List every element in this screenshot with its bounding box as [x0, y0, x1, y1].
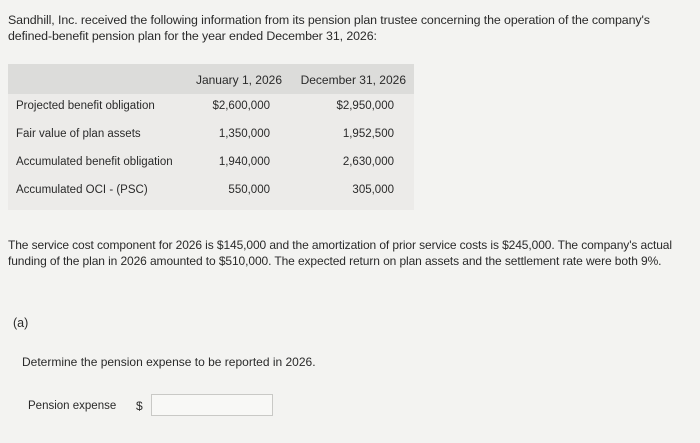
table-row: [8, 122, 414, 150]
part-label: (a): [13, 316, 29, 330]
row-label: Projected benefit obligation: [16, 100, 155, 112]
row-jan-value: $2,600,000: [212, 100, 270, 112]
question-text: Determine the pension expense to be reported in 2026.: [22, 355, 316, 369]
table-row: [8, 150, 414, 178]
row-dec-value: $2,950,000: [336, 100, 394, 112]
table-header: [8, 64, 414, 94]
row-label: Accumulated benefit obligation: [16, 156, 173, 168]
row-dec-value: 1,952,500: [342, 128, 394, 140]
problem-details: The service cost component for 2026 is $145,000 and the amortization of prior service costs is $245,000. The company's actual funding of the plan in 2026 amounted to $510,000. The expected return on plan assets and the settlement rate were both 9%.: [8, 238, 672, 268]
row-dec-value: 2,630,000: [342, 156, 394, 168]
row-jan-value: 1,350,000: [218, 128, 270, 140]
table-row: [8, 94, 414, 122]
header-december: December 31, 2026: [300, 73, 406, 87]
answer-row: [28, 394, 288, 420]
table-row: [8, 178, 414, 206]
row-label: Fair value of plan assets: [16, 128, 141, 140]
problem-intro: Sandhill, Inc. received the following information from its pension plan trustee concerning the operation of the company's defined-benefit pension plan for the year ended December 31, 2026:: [8, 13, 650, 43]
answer-label: Pension expense: [28, 400, 117, 412]
currency-symbol: $: [136, 399, 143, 413]
row-jan-value: 550,000: [228, 184, 270, 196]
pension-data-table: [8, 64, 414, 210]
row-jan-value: 1,940,000: [218, 156, 270, 168]
pension-expense-input[interactable]: [151, 394, 273, 416]
header-january: January 1, 2026: [195, 73, 282, 87]
row-dec-value: 305,000: [352, 184, 394, 196]
row-label: Accumulated OCI - (PSC): [16, 184, 148, 196]
